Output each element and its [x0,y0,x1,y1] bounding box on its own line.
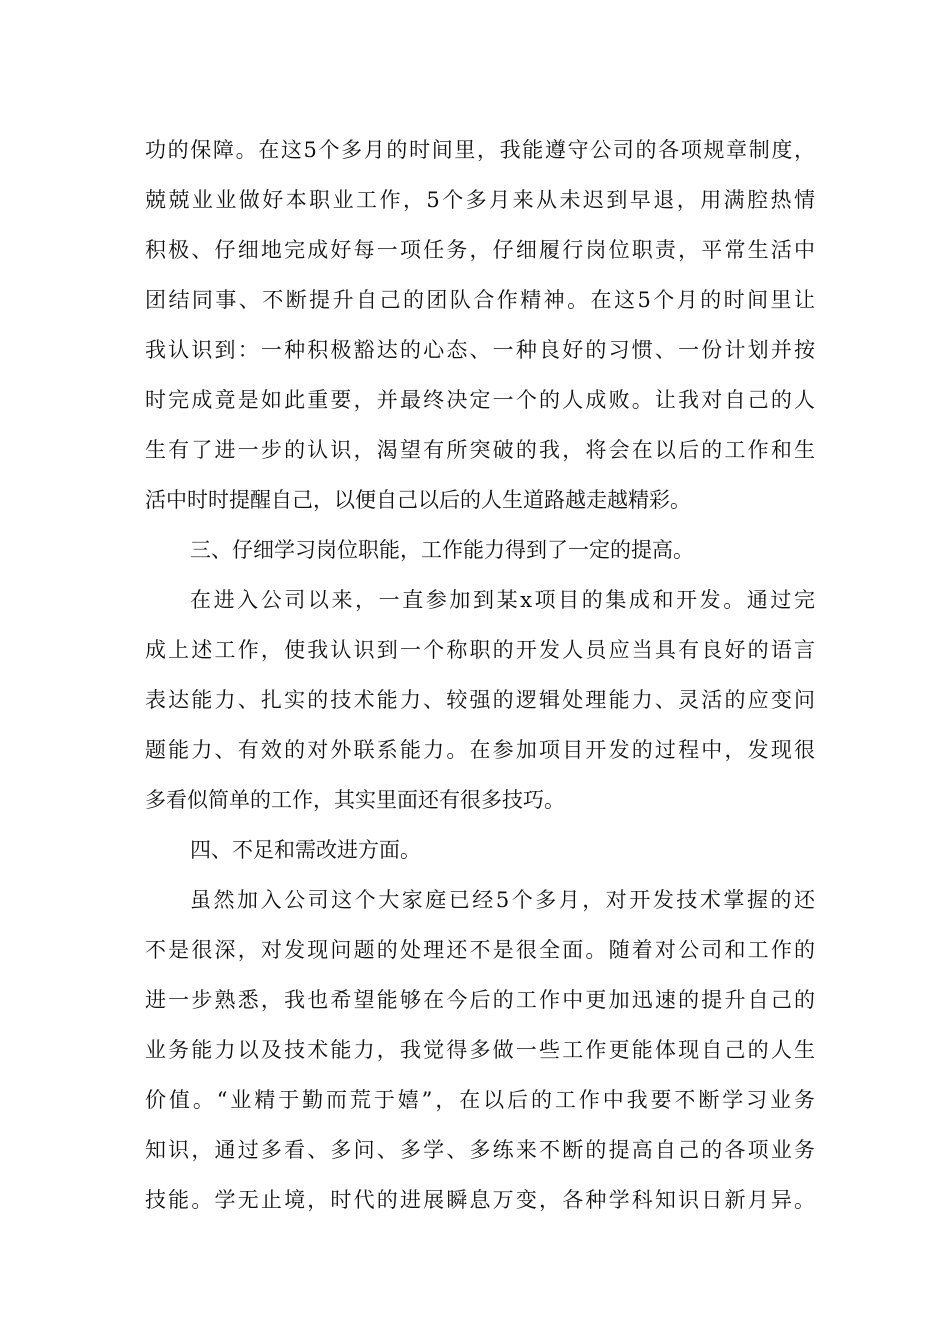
text-line-8: 活中时时提醒自己，以便自己以后的人生道路越走越精彩。 [145,488,691,512]
text-line-3: 积极、仔细地完成好每一项任务，仔细履行岗位职责，平常生活中 [145,238,815,262]
text-line-12: 表达能力、扎实的技术能力、较强的逻辑处理能力、灵活的应变问 [145,688,815,712]
text-line-14: 多看似简单的工作，其实里面还有很多技巧。 [145,788,565,812]
text-line-22: 技能。学无止境，时代的进展瞬息万变，各种学科知识日新月异。 [145,1188,815,1212]
text-line-17: 不是很深，对发现问题的处理还不是很全面。随着对公司和工作的 [145,938,815,962]
text-line-13: 题能力、有效的对外联系能力。在参加项目开发的过程中，发现很 [145,738,815,762]
text-line-20: 价值。“业精于勤而荒于嬉”，在以后的工作中我要不断学习业务 [145,1088,815,1112]
text-line-7: 生有了进一步的认识，渴望有所突破的我，将会在以后的工作和生 [145,438,815,462]
text-line-19: 业务能力以及技术能力，我觉得多做一些工作更能体现自己的人生 [145,1038,815,1062]
text-line-4: 团结同事、不断提升自己的团队合作精神。在这5个月的时间里让 [145,288,815,312]
text-line-6: 时完成竟是如此重要，并最终决定一个的人成败。让我对自己的人 [145,388,815,412]
text-line-2: 兢兢业业做好本职业工作，5个多月来从未迟到早退，用满腔热情 [145,188,815,212]
section-heading-3: 三、仔细学习岗位职能，工作能力得到了一定的提高。 [190,538,694,562]
text-line-10: 在进入公司以来，一直参加到某x项目的集成和开发。通过完 [190,588,815,612]
text-line-21: 知识，通过多看、多问、多学、多练来不断的提高自己的各项业务 [145,1138,815,1162]
section-heading-4: 四、不足和需改进方面。 [190,838,421,862]
text-line-1: 功的保障。在这5个多月的时间里，我能遵守公司的各项规章制度， [145,138,815,162]
text-line-11: 成上述工作，使我认识到一个称职的开发人员应当具有良好的语言 [145,638,815,662]
text-line-16: 虽然加入公司这个大家庭已经5个多月，对开发技术掌握的还 [190,888,815,912]
text-line-5: 我认识到：一种积极豁达的心态、一种良好的习惯、一份计划并按 [145,338,815,362]
text-line-18: 进一步熟悉，我也希望能够在今后的工作中更加迅速的提升自己的 [145,988,815,1012]
